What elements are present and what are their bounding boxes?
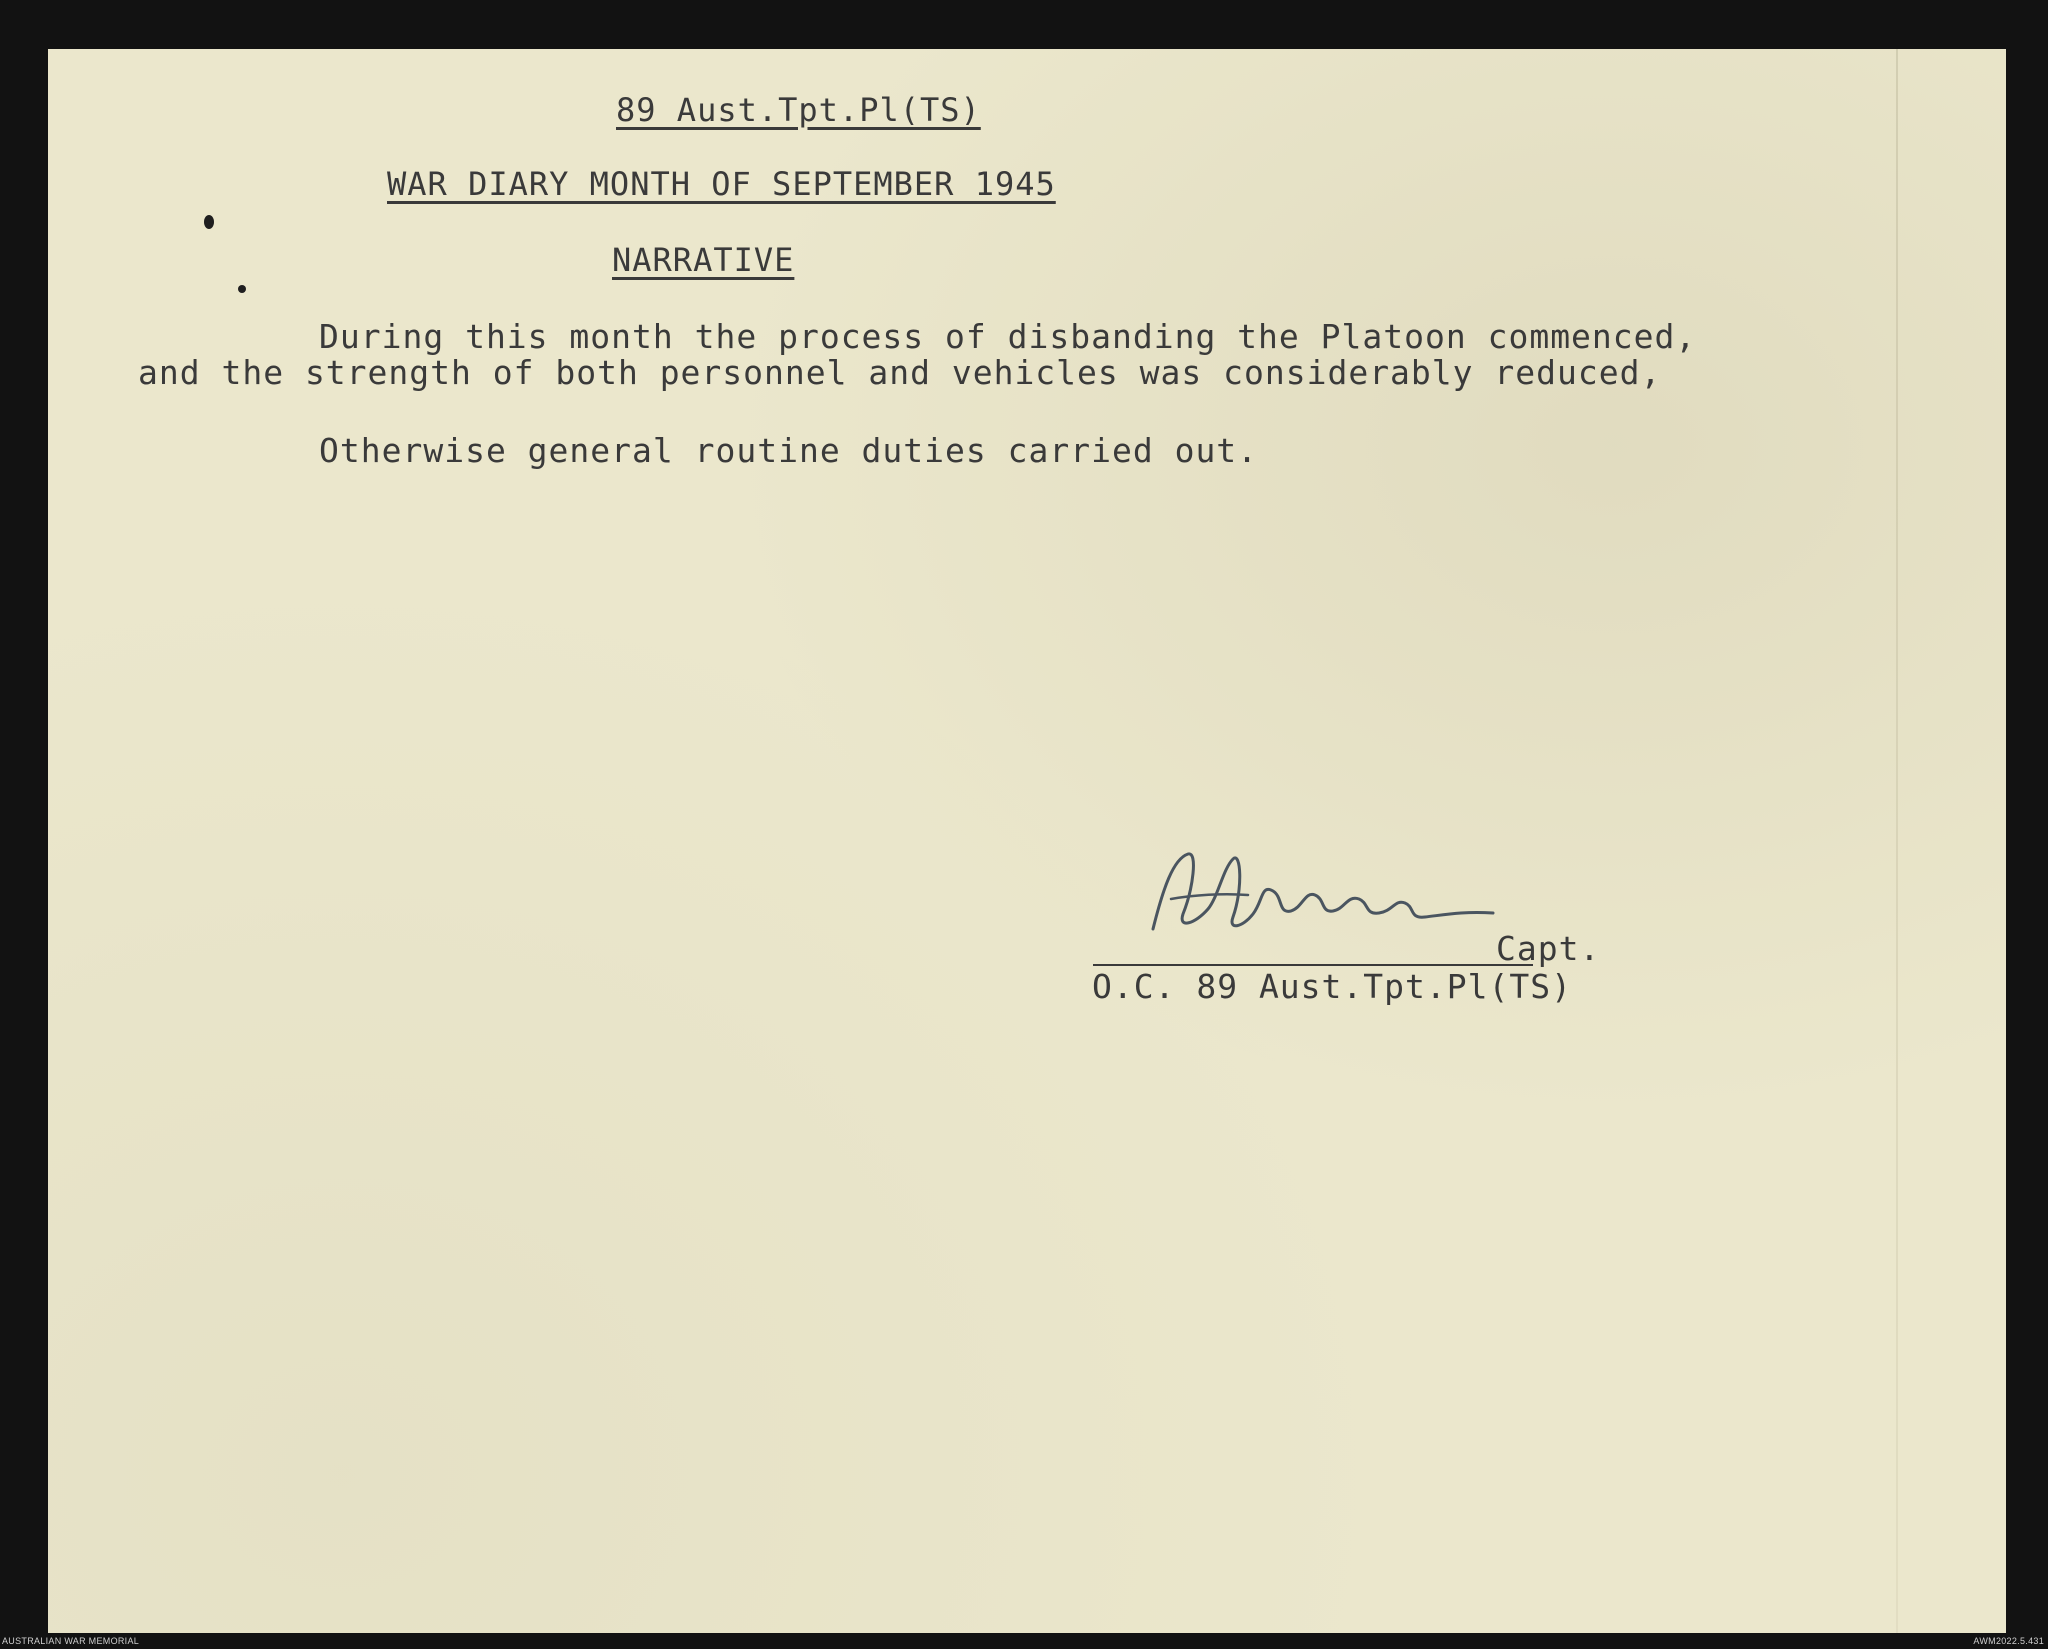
diary-title: WAR DIARY MONTH OF SEPTEMBER 1945: [387, 165, 1056, 203]
punch-mark-lower: [238, 285, 246, 293]
paragraph-1-line-1: During this month the process of disbanding the Platoon commenced,: [319, 317, 1697, 356]
paragraph-1-line-2: and the strength of both personnel and vehicles was considerably reduced,: [138, 353, 1662, 392]
rank-label: Capt.: [1496, 929, 1601, 968]
archive-footer-left: AUSTRALIAN WAR MEMORIAL: [2, 1636, 140, 1646]
signature-line: [1093, 964, 1533, 966]
signature-image: [1133, 829, 1533, 949]
paragraph-2: Otherwise general routine duties carried out.: [319, 431, 1259, 470]
paper-fold: [1896, 49, 1898, 1633]
signatory-title: O.C. 89 Aust.Tpt.Pl(TS): [1092, 967, 1572, 1006]
unit-title: 89 Aust.Tpt.Pl(TS): [616, 91, 981, 129]
punch-mark-upper: [204, 215, 214, 229]
archive-footer-right: AWM2022.5.431: [1973, 1636, 2044, 1646]
document-page: [48, 49, 2006, 1633]
section-title: NARRATIVE: [612, 241, 795, 279]
